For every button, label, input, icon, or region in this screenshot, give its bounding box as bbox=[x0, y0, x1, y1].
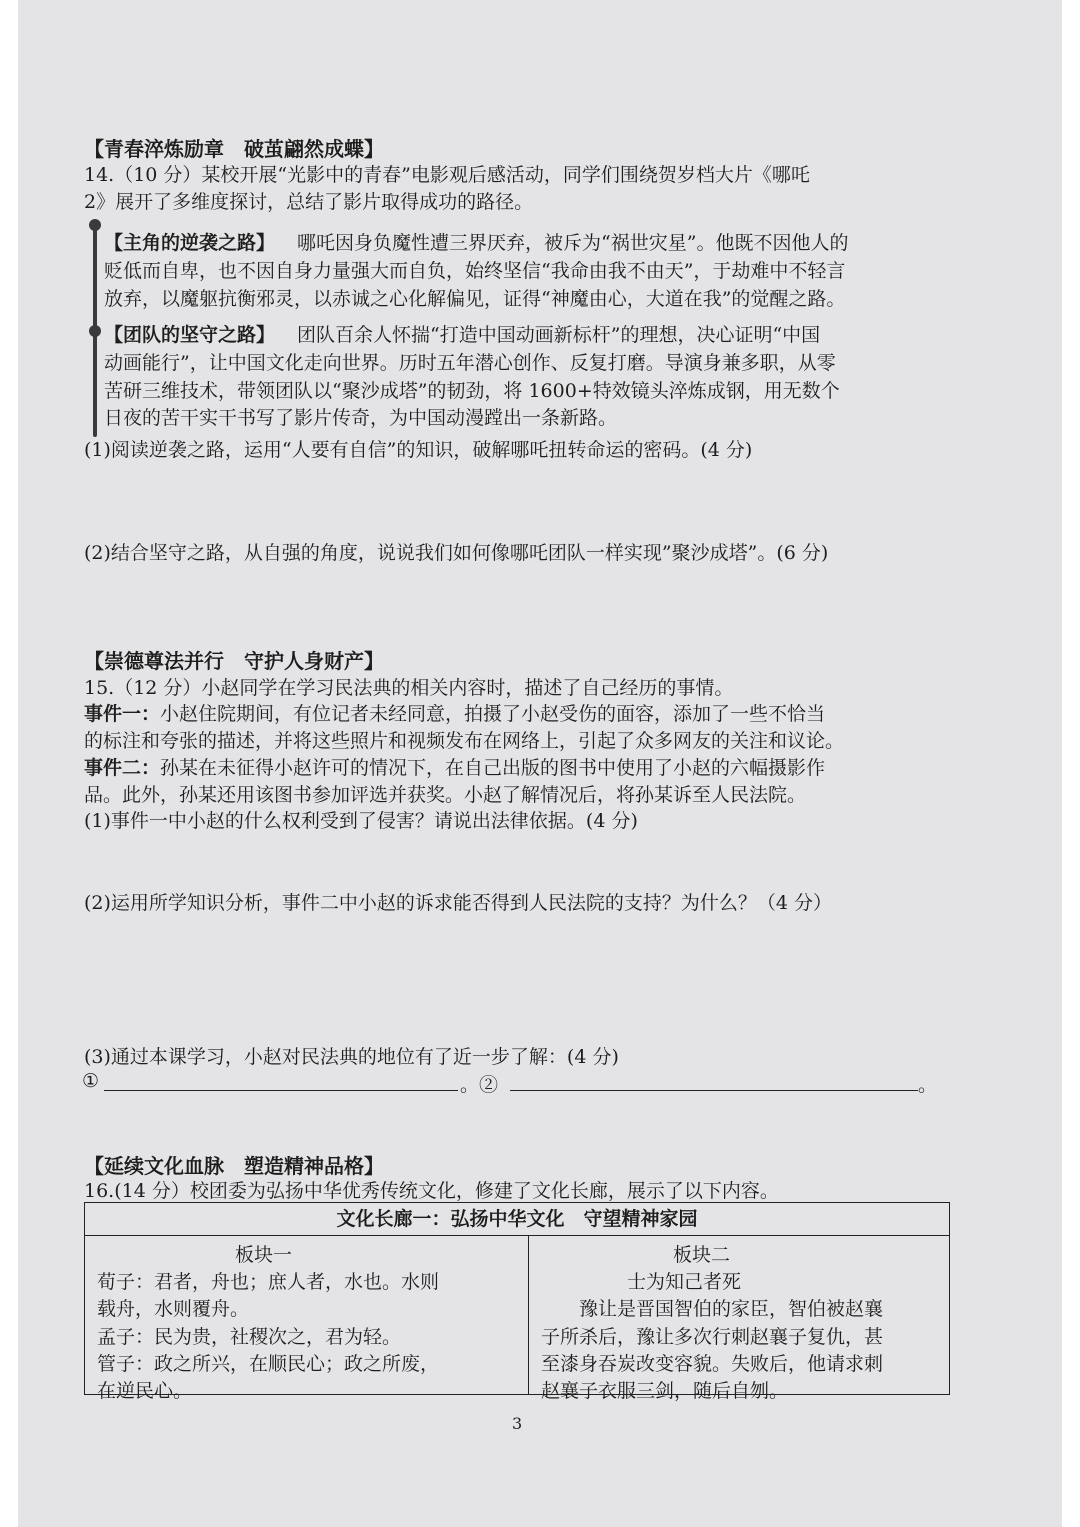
path-1-line2: 贬低而自卑，也不因自身力量强大而自负，始终坚信“我命由我不由天”，于劫难中不轻言 bbox=[104, 260, 846, 282]
event-2-text: 孙某在未征得小赵许可的情况下，在自己出版的图书中使用了小赵的六幅摄影作 bbox=[160, 757, 826, 779]
block-1-line4: 管子：政之所兴，在顺民心；政之所废， bbox=[97, 1353, 440, 1375]
event-1-line2: 的标注和夸张的描述，并将这些照片和视频发布在网络上，引起了众多网友的关注和议论。 bbox=[84, 730, 845, 752]
path-1-line1 bbox=[104, 228, 848, 255]
block-1-line3: 孟子：民为贵，社稷次之，君为轻。 bbox=[97, 1326, 402, 1348]
event-2-line1 bbox=[84, 753, 825, 780]
question-14-line1: 14.（10 分）某校开展“光影中的青春”电影观后感活动，同学们围绕贺岁档大片《哪吒 bbox=[84, 164, 810, 186]
question-15-sub2: (2)运用所学知识分析，事件二中小赵的诉求能否得到人民法院的支持？为什么？（4 分） bbox=[84, 892, 833, 914]
path-2-line1 bbox=[104, 320, 820, 347]
block-1-line5: 在逆民心。 bbox=[97, 1380, 193, 1402]
answer-mark-1: ① bbox=[82, 1070, 100, 1092]
table-title: 文化长廊一：弘扬中华文化 守望精神家园 bbox=[85, 1203, 950, 1236]
block-2-line4: 赵襄子衣服三剑，随后自刎。 bbox=[541, 1380, 789, 1402]
question-14-line2: 2》展开了多维度探讨，总结了影片取得成功的路径。 bbox=[84, 191, 534, 213]
question-14-sub2: (2)结合坚守之路，从自强的角度，说说我们如何像哪吒团队一样实现”聚沙成塔”。(6 分) bbox=[84, 542, 829, 564]
timeline-dot bbox=[89, 219, 101, 231]
block-2-line2: 子所杀后，豫让多次行刺赵襄子复仇，甚 bbox=[541, 1326, 884, 1348]
answer-mark-2: 。② bbox=[460, 1074, 499, 1096]
event-2-label: 事件二： bbox=[84, 757, 161, 779]
block-2-heading: 板块二 bbox=[673, 1244, 731, 1266]
block-2-cell bbox=[529, 1236, 950, 1402]
path-2-line2: 动画能行”，让中国文化走向世界。历时五年潜心创作、反复打磨。导演身兼多职，从零 bbox=[104, 352, 836, 374]
path-1-label: 【主角的逆袭之路】 bbox=[104, 232, 276, 254]
event-1-line1 bbox=[84, 699, 825, 726]
block-1-line1: 荀子：君者，舟也；庶人者，水也。水则 bbox=[97, 1271, 440, 1293]
question-14-sub1: (1)阅读逆袭之路，运用“人要有自信”的知识，破解哪吒扭转命运的密码。(4 分) bbox=[84, 439, 753, 461]
culture-corridor-table bbox=[84, 1202, 950, 1402]
path-2-line3: 苦研三维技术，带领团队以“聚沙成塔”的韧劲，将 1600+特效镜头淬炼成钢，用无数个 bbox=[104, 380, 840, 402]
path-2-line4: 日夜的苦干实干书写了影片传奇，为中国动漫蹚出一条新路。 bbox=[104, 407, 618, 429]
timeline-dot bbox=[89, 325, 101, 337]
page-number: 3 bbox=[512, 1414, 523, 1433]
section-title-youth: 【青春淬炼励章 破茧翩然成蝶】 bbox=[84, 137, 384, 161]
block-2-subheading: 士为知己者死 bbox=[627, 1271, 742, 1293]
path-2-label: 【团队的坚守之路】 bbox=[104, 324, 276, 346]
answer-blank-2[interactable] bbox=[510, 1090, 918, 1091]
block-1-heading: 板块一 bbox=[235, 1244, 293, 1266]
block-1-line2: 载舟，水则覆舟。 bbox=[97, 1298, 250, 1320]
event-1-text: 小赵住院期间，有位记者未经同意，拍摄了小赵受伤的面容，添加了一些不恰当 bbox=[160, 703, 826, 725]
block-2-line1: 豫让是晋国智伯的家臣，智伯被赵襄 bbox=[579, 1298, 884, 1320]
path-1-text: 哪吒因身负魔性遭三界厌弃，被斥为“祸世灾星”。他既不因他人的 bbox=[297, 232, 849, 254]
question-15-sub1: (1)事件一中小赵的什么权利受到了侵害？请说出法律依据。(4 分) bbox=[84, 810, 638, 832]
section-title-culture: 【延续文化血脉 塑造精神品格】 bbox=[84, 1154, 384, 1178]
question-15-sub3: (3)通过本课学习，小赵对民法典的地位有了近一步了解：(4 分) bbox=[84, 1046, 619, 1068]
section-title-law: 【崇德尊法并行 守护人身财产】 bbox=[84, 649, 384, 673]
question-15: 15.（12 分）小赵同学在学习民法典的相关内容时，描述了自己经历的事情。 bbox=[84, 677, 734, 699]
path-1-line3: 放弃，以魔躯抗衡邪灵，以赤诚之心化解偏见，证得“神魔由心，大道在我”的觉醒之路。 bbox=[104, 288, 846, 310]
block-2-line3: 至漆身吞炭改变容貌。失败后，他请求刺 bbox=[541, 1353, 884, 1375]
block-1-cell bbox=[85, 1236, 529, 1402]
answer-blank-1[interactable] bbox=[104, 1090, 458, 1091]
event-1-label: 事件一： bbox=[84, 703, 161, 725]
question-16: 16.(14 分）校团委为弘扬中华优秀传统文化，修建了文化长廊，展示了以下内容。 bbox=[84, 1180, 779, 1202]
answer-end-mark: 。 bbox=[918, 1074, 938, 1096]
path-2-text: 团队百余人怀揣“打造中国动画新标杆”的理想，决心证明“中国 bbox=[297, 324, 821, 346]
event-2-line2: 品。此外，孙某还用该图书参加评选并获奖。小赵了解情况后，将孙某诉至人民法院。 bbox=[84, 784, 807, 806]
